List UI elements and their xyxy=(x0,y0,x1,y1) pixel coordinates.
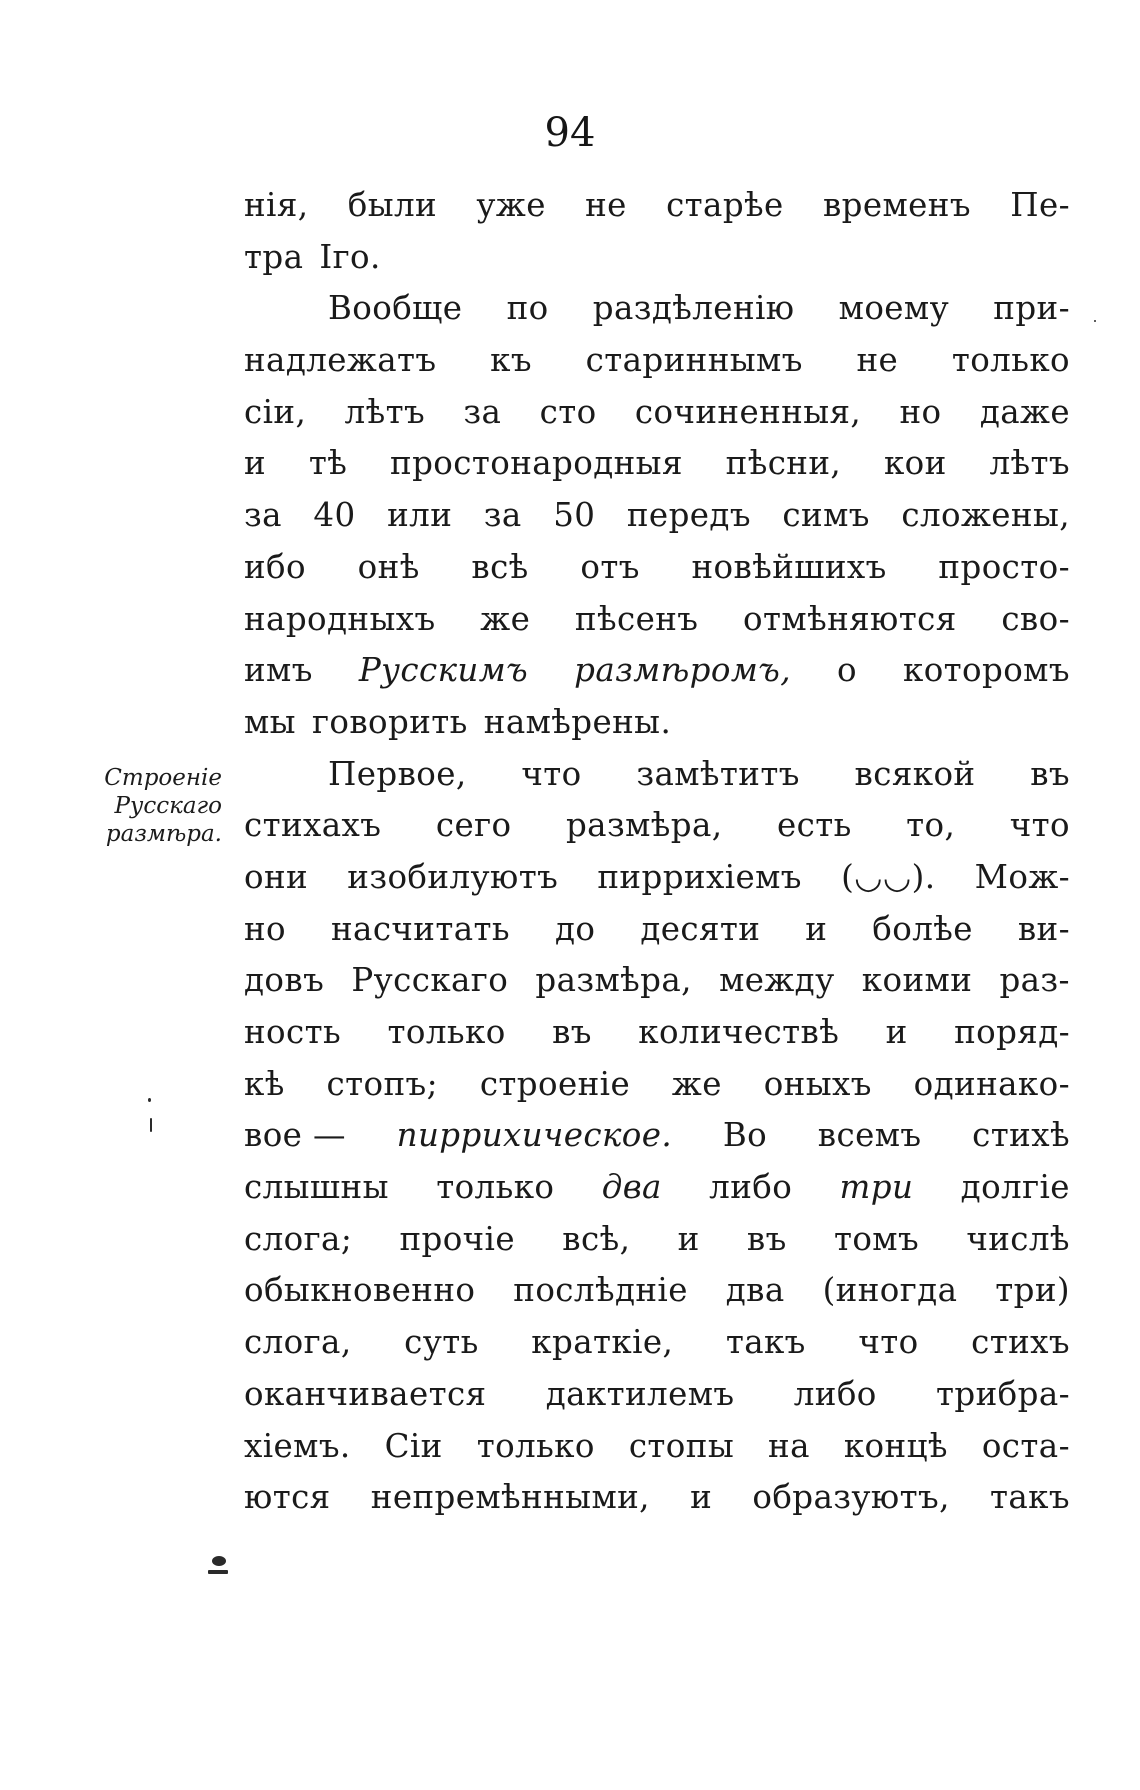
margin-note-line: Русскаго xyxy=(114,793,222,819)
word: и xyxy=(805,909,828,948)
text-line xyxy=(244,232,1070,284)
word: за xyxy=(244,496,282,535)
word: до xyxy=(554,909,596,948)
word: ность xyxy=(244,1013,342,1051)
text-line xyxy=(244,542,1070,594)
text-line xyxy=(244,904,1070,956)
word: дактилемъ xyxy=(545,1374,735,1413)
word: одинако- xyxy=(913,1064,1070,1103)
word: количествѣ xyxy=(638,1013,840,1051)
word: такъ xyxy=(725,1323,806,1362)
word: между xyxy=(719,961,835,1000)
word: Во xyxy=(722,1116,768,1155)
word: ви- xyxy=(1017,909,1070,948)
word: что xyxy=(1009,806,1070,845)
word: передъ xyxy=(626,496,751,535)
margin-note xyxy=(62,764,222,848)
word: и xyxy=(677,1219,700,1258)
word: которомъ xyxy=(902,651,1070,690)
word: Первое, xyxy=(328,754,467,793)
word: только xyxy=(436,1168,555,1207)
word: хіемъ. xyxy=(244,1426,351,1465)
margin-note-line: Строеніе xyxy=(104,765,222,791)
word: что xyxy=(521,754,582,793)
word: Iго. xyxy=(319,237,381,276)
word: надлежатъ xyxy=(244,341,437,380)
word: всемъ xyxy=(817,1116,922,1155)
text-line xyxy=(244,1265,1070,1317)
body-text xyxy=(244,180,1070,1524)
word: трибра- xyxy=(936,1374,1070,1413)
word: томъ xyxy=(833,1219,920,1258)
word: суть xyxy=(404,1323,479,1362)
word: намѣрены. xyxy=(483,702,672,741)
italic-word: пиррихическое. xyxy=(396,1116,673,1155)
word: только xyxy=(951,341,1070,380)
word: стариннымъ xyxy=(585,341,803,380)
word: десяти xyxy=(640,909,761,948)
word: 40 xyxy=(313,496,356,535)
word: на xyxy=(768,1426,810,1465)
text-line xyxy=(244,594,1070,646)
page-number: 94 xyxy=(544,110,596,156)
text-line xyxy=(244,749,1070,801)
word: стихѣ xyxy=(972,1116,1070,1155)
word: въ xyxy=(746,1219,787,1258)
word: тѣ xyxy=(308,444,348,483)
word: отмѣняются xyxy=(743,599,957,638)
text-line xyxy=(244,1214,1070,1266)
word: числѣ xyxy=(966,1219,1070,1258)
word: то, xyxy=(906,806,956,845)
word: по xyxy=(506,289,549,328)
word: и xyxy=(690,1478,713,1517)
text-line xyxy=(244,1421,1070,1473)
scan-speck xyxy=(208,1570,228,1574)
word: просто- xyxy=(938,547,1070,586)
word: что xyxy=(858,1323,919,1362)
text-line xyxy=(244,180,1070,232)
word: тра xyxy=(244,237,304,276)
word: и xyxy=(885,1013,908,1051)
word: всѣ, xyxy=(562,1219,631,1258)
word: оканчивается xyxy=(244,1374,487,1413)
word: за xyxy=(483,496,522,535)
word: стихахъ xyxy=(244,806,382,845)
text-line xyxy=(244,283,1070,335)
word: даже xyxy=(979,392,1070,431)
word: долгіе xyxy=(960,1168,1070,1207)
word: прочіе xyxy=(399,1219,515,1258)
word: Русскаго xyxy=(351,961,509,1000)
word: размѣра, xyxy=(565,806,723,845)
text-line xyxy=(244,490,1070,542)
word: они xyxy=(244,857,309,896)
word: къ xyxy=(490,341,532,380)
word: но xyxy=(899,392,942,431)
word: (иногда xyxy=(822,1271,958,1310)
scan-speck xyxy=(148,1098,151,1102)
text-line xyxy=(244,1059,1070,1111)
word: ибо xyxy=(244,547,306,586)
word: или xyxy=(387,496,453,535)
word: при- xyxy=(993,289,1070,328)
word: были xyxy=(347,186,438,224)
word: народныхъ xyxy=(244,599,436,638)
text-line xyxy=(244,387,1070,439)
word: пѣсенъ xyxy=(574,599,699,638)
word: насчитать xyxy=(330,909,511,948)
word: моему xyxy=(838,289,950,328)
word: замѣтитъ xyxy=(636,754,800,793)
word: раз- xyxy=(999,961,1070,1000)
scan-speck xyxy=(150,1118,152,1132)
scan-speck xyxy=(1094,320,1096,322)
word: отъ xyxy=(580,547,640,586)
text-line xyxy=(244,1317,1070,1369)
margin-note-line: размѣра. xyxy=(105,821,222,847)
word: стопы xyxy=(628,1426,735,1465)
word: Сіи xyxy=(384,1426,443,1465)
word: кѣ xyxy=(244,1064,285,1103)
word: сво- xyxy=(1001,599,1070,638)
word: всѣ xyxy=(471,547,529,586)
text-line xyxy=(244,697,1070,749)
italic-word: размѣромъ, xyxy=(574,651,791,690)
word: говорить xyxy=(311,702,468,741)
word: Вообще xyxy=(328,289,463,328)
word: краткіе, xyxy=(531,1323,674,1362)
word: непремѣнными, xyxy=(370,1478,650,1517)
word: простонародныя xyxy=(390,444,683,483)
word: кои xyxy=(883,444,947,483)
word: ются xyxy=(244,1478,331,1517)
word: за xyxy=(463,392,502,431)
word: образуютъ, xyxy=(752,1478,950,1517)
word: оста- xyxy=(981,1426,1070,1465)
word: болѣе xyxy=(872,909,973,948)
word: слышны xyxy=(244,1168,389,1207)
word: въ xyxy=(552,1013,592,1051)
word: Пе- xyxy=(1010,186,1070,224)
word: въ xyxy=(1030,754,1070,793)
word: 50 xyxy=(553,496,596,535)
word: лѣтъ xyxy=(989,444,1070,483)
word: новѣйшихъ xyxy=(691,547,887,586)
word: такъ xyxy=(990,1478,1070,1517)
word: временъ xyxy=(822,186,971,224)
word: старѣе xyxy=(666,186,784,224)
word: изобилуютъ xyxy=(347,857,559,896)
text-line xyxy=(244,955,1070,1007)
text-line xyxy=(244,1369,1070,1421)
word: не xyxy=(856,341,899,380)
word: либо xyxy=(709,1168,793,1207)
word: слога, xyxy=(244,1323,352,1362)
word: сіи, xyxy=(244,392,307,431)
word: есть xyxy=(776,806,852,845)
word: нія, xyxy=(244,186,309,224)
word: либо xyxy=(793,1374,877,1413)
word: пѣсни, xyxy=(725,444,842,483)
text-line xyxy=(244,645,1070,697)
word: два xyxy=(725,1271,785,1310)
scan-speck xyxy=(212,1556,226,1566)
word: раздѣленію xyxy=(592,289,795,328)
word: стихъ xyxy=(971,1323,1070,1362)
word: строеніе xyxy=(479,1064,631,1103)
text-line xyxy=(244,852,1070,904)
text-line xyxy=(244,335,1070,387)
word: (◡◡). xyxy=(841,857,936,896)
word: концѣ xyxy=(843,1426,948,1465)
word: симъ xyxy=(782,496,870,535)
text-line xyxy=(244,800,1070,852)
word: обыкновенно xyxy=(244,1271,476,1310)
word: вое — xyxy=(244,1116,346,1155)
text-line xyxy=(244,1162,1070,1214)
text-line xyxy=(244,1472,1070,1524)
word: уже xyxy=(476,186,546,224)
word: сего xyxy=(435,806,512,845)
word: мы xyxy=(244,702,296,741)
text-line xyxy=(244,1007,1070,1059)
word: поряд- xyxy=(954,1013,1070,1051)
text-line xyxy=(244,438,1070,490)
italic-word: три xyxy=(839,1168,914,1207)
word: пиррихіемъ xyxy=(597,857,802,896)
word: не xyxy=(585,186,627,224)
word: онѣ xyxy=(357,547,420,586)
word: размѣра, xyxy=(535,961,692,1000)
word: только xyxy=(476,1426,595,1465)
word: о xyxy=(837,651,857,690)
word: коими xyxy=(861,961,973,1000)
word: оныхъ xyxy=(763,1064,872,1103)
word: слога; xyxy=(244,1219,353,1258)
word: только xyxy=(387,1013,506,1051)
word: имъ xyxy=(244,651,313,690)
word: же xyxy=(671,1064,722,1103)
italic-word: два xyxy=(601,1168,662,1207)
word: Мож- xyxy=(974,857,1070,896)
word: сложены, xyxy=(901,496,1070,535)
word: всякой xyxy=(854,754,976,793)
word: сочиненныя, xyxy=(634,392,862,431)
text-line xyxy=(244,1110,1070,1162)
word: но xyxy=(244,909,287,948)
word: послѣдніе xyxy=(513,1271,688,1310)
word: довъ xyxy=(244,961,325,1000)
word: стопъ; xyxy=(326,1064,438,1103)
word: лѣтъ xyxy=(344,392,426,431)
word: же xyxy=(480,599,531,638)
word: сто xyxy=(539,392,597,431)
word: три) xyxy=(995,1271,1070,1310)
italic-word: Русскимъ xyxy=(358,651,529,690)
word: и xyxy=(244,444,267,483)
